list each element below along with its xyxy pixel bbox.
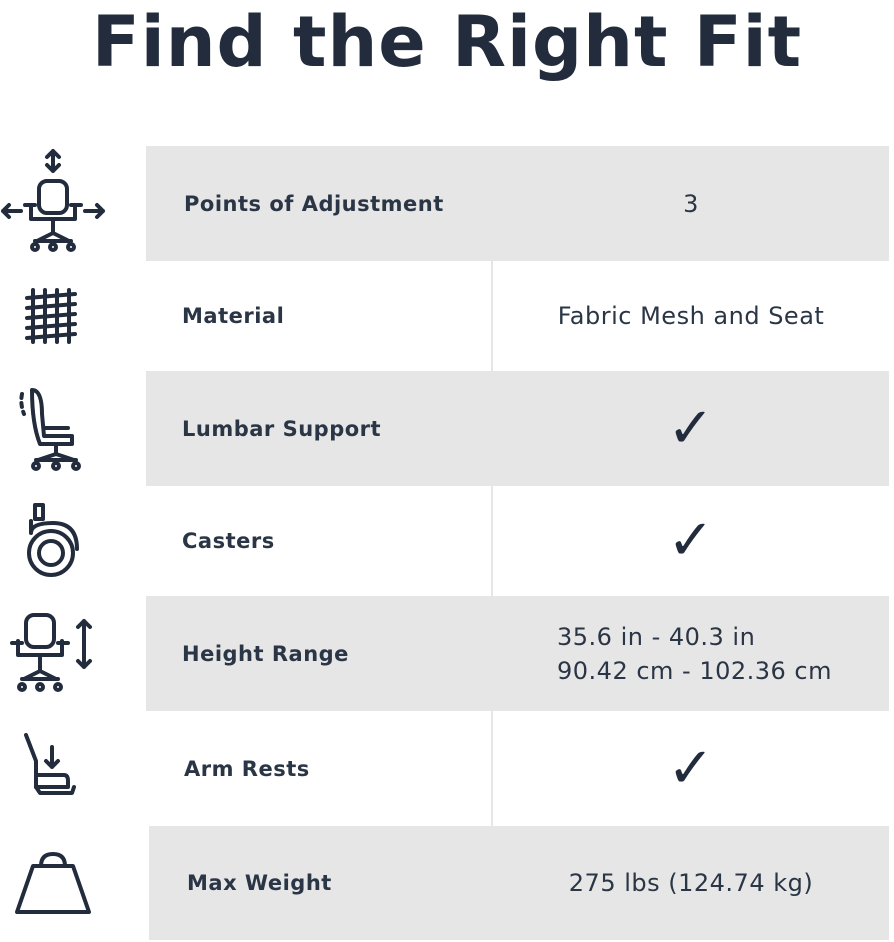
adjustable-chair-arrows-icon: [0, 146, 105, 261]
height-range-values: [493, 620, 832, 688]
spec-value: Fabric Mesh and Seat: [557, 302, 825, 330]
spec-row-casters: [0, 486, 894, 596]
spec-value-cell: [493, 486, 889, 596]
spec-value: 3: [683, 189, 699, 218]
spec-label: Max Weight: [187, 871, 332, 895]
spec-value: 275 lbs (124.74 kg): [568, 869, 814, 897]
spec-row-arm-rests: [0, 711, 894, 826]
spec-value-cell: [493, 146, 889, 261]
spec-label: Height Range: [182, 641, 349, 666]
chair-height-icon: [0, 596, 105, 711]
spec-label-cell: [146, 711, 491, 826]
height-range-centimeters: 90.42 cm - 102.36 cm: [557, 656, 833, 685]
spec-row-height-range: [0, 596, 894, 711]
spec-label-cell: [146, 146, 491, 261]
column-divider: [491, 146, 493, 940]
spec-value-cell: [493, 371, 889, 486]
weight-icon: [0, 826, 105, 940]
spec-value-cell: [493, 711, 889, 826]
spec-label-cell: [149, 826, 494, 940]
spec-label-cell: [146, 371, 491, 486]
spec-value-cell: [493, 596, 889, 711]
spec-row-material: [0, 261, 894, 371]
spec-row-points-of-adjustment: [0, 146, 894, 261]
armrest-icon: [0, 711, 105, 826]
lumbar-chair-icon: [0, 371, 105, 486]
spec-label: Material: [182, 304, 285, 328]
spec-label: Lumbar Support: [182, 416, 382, 441]
spec-label: Casters: [182, 529, 275, 553]
check-icon: ✓: [667, 395, 715, 461]
mesh-fabric-icon: [0, 261, 105, 371]
spec-row-lumbar-support: [0, 371, 894, 486]
spec-label-cell: [146, 486, 491, 596]
spec-label-cell: [146, 596, 491, 711]
spec-label-cell: [146, 261, 491, 371]
spec-row-max-weight: [0, 826, 894, 940]
spec-label: Points of Adjustment: [184, 191, 444, 216]
caster-wheel-icon: [0, 486, 105, 596]
page-title: Find the Right Fit: [91, 1, 803, 83]
spec-value-cell: [493, 261, 889, 371]
check-icon: ✓: [667, 735, 715, 801]
check-icon: ✓: [667, 508, 715, 573]
spec-label: Arm Rests: [184, 756, 310, 781]
spec-value-cell: [493, 826, 889, 940]
height-range-inches: 35.6 in - 40.3 in: [557, 622, 756, 651]
